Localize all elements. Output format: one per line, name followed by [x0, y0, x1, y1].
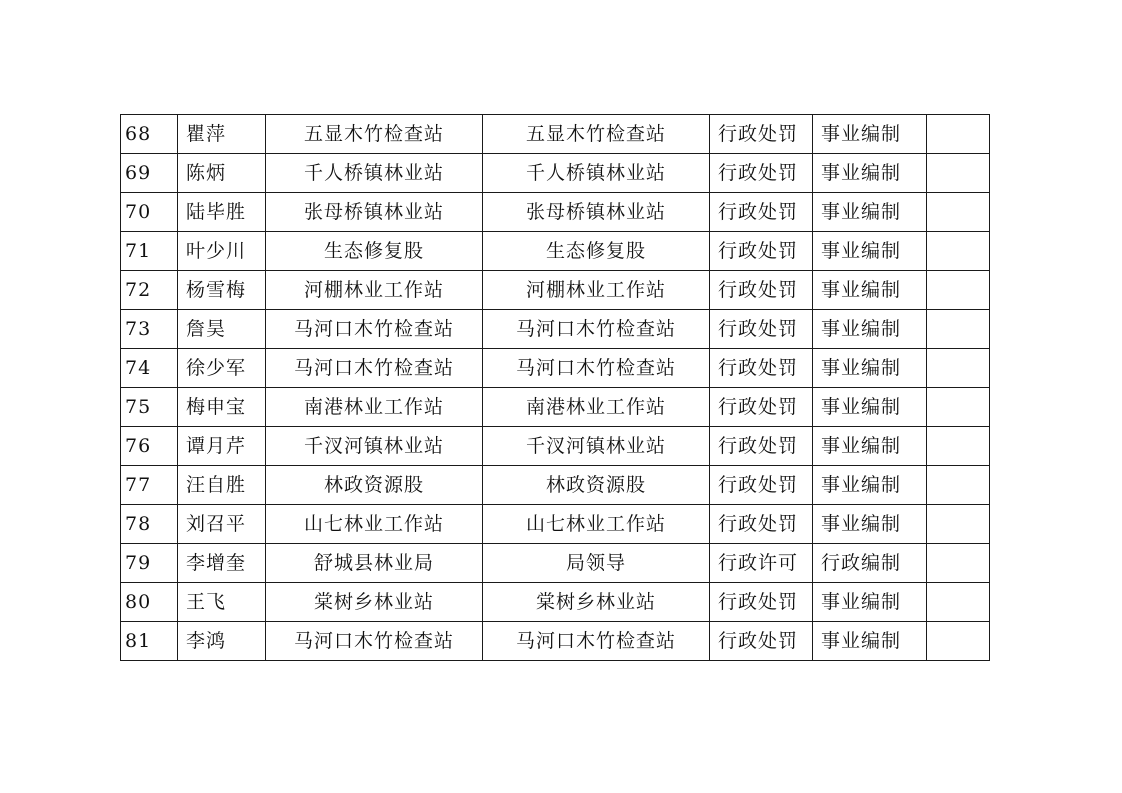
- row-number-cell: 77: [121, 466, 178, 505]
- enforcement-type-cell: 行政许可: [710, 544, 813, 583]
- remarks-cell: [927, 232, 990, 271]
- row-number-cell: 72: [121, 271, 178, 310]
- row-number-cell: 78: [121, 505, 178, 544]
- roster-body: [121, 115, 990, 661]
- table-row: [121, 427, 990, 466]
- enforcement-type-cell: 行政处罚: [710, 388, 813, 427]
- work-unit-cell: 河棚林业工作站: [266, 271, 483, 310]
- table-row: [121, 310, 990, 349]
- person-name-cell: 瞿萍: [178, 115, 266, 154]
- department-cell: 局领导: [483, 544, 710, 583]
- person-name-cell: 王飞: [178, 583, 266, 622]
- enforcement-type-cell: 行政处罚: [710, 622, 813, 661]
- person-name-cell: 汪自胜: [178, 466, 266, 505]
- work-unit-cell: 马河口木竹检查站: [266, 349, 483, 388]
- table-row: [121, 583, 990, 622]
- enforcement-type-cell: 行政处罚: [710, 193, 813, 232]
- table-row: [121, 622, 990, 661]
- department-cell: 河棚林业工作站: [483, 271, 710, 310]
- staffing-type-cell: 事业编制: [813, 622, 927, 661]
- enforcement-type-cell: 行政处罚: [710, 115, 813, 154]
- row-number-cell: 80: [121, 583, 178, 622]
- department-cell: 千人桥镇林业站: [483, 154, 710, 193]
- staffing-type-cell: 事业编制: [813, 505, 927, 544]
- table-row: [121, 505, 990, 544]
- person-name-cell: 陆毕胜: [178, 193, 266, 232]
- enforcement-type-cell: 行政处罚: [710, 505, 813, 544]
- staffing-type-cell: 事业编制: [813, 349, 927, 388]
- remarks-cell: [927, 193, 990, 232]
- person-name-cell: 叶少川: [178, 232, 266, 271]
- person-name-cell: 刘召平: [178, 505, 266, 544]
- work-unit-cell: 千汊河镇林业站: [266, 427, 483, 466]
- remarks-cell: [927, 154, 990, 193]
- table-row: [121, 115, 990, 154]
- remarks-cell: [927, 622, 990, 661]
- table-row: [121, 154, 990, 193]
- enforcement-type-cell: 行政处罚: [710, 466, 813, 505]
- staffing-type-cell: 事业编制: [813, 310, 927, 349]
- remarks-cell: [927, 505, 990, 544]
- row-number-cell: 70: [121, 193, 178, 232]
- department-cell: 生态修复股: [483, 232, 710, 271]
- table-row: [121, 193, 990, 232]
- department-cell: 林政资源股: [483, 466, 710, 505]
- enforcement-type-cell: 行政处罚: [710, 232, 813, 271]
- person-name-cell: 谭月芹: [178, 427, 266, 466]
- enforcement-type-cell: 行政处罚: [710, 154, 813, 193]
- work-unit-cell: 马河口木竹检查站: [266, 310, 483, 349]
- row-number-cell: 74: [121, 349, 178, 388]
- row-number-cell: 68: [121, 115, 178, 154]
- work-unit-cell: 南港林业工作站: [266, 388, 483, 427]
- enforcement-type-cell: 行政处罚: [710, 427, 813, 466]
- staffing-type-cell: 行政编制: [813, 544, 927, 583]
- enforcement-type-cell: 行政处罚: [710, 583, 813, 622]
- work-unit-cell: 五显木竹检查站: [266, 115, 483, 154]
- work-unit-cell: 马河口木竹检查站: [266, 622, 483, 661]
- remarks-cell: [927, 427, 990, 466]
- remarks-cell: [927, 583, 990, 622]
- staffing-type-cell: 事业编制: [813, 388, 927, 427]
- department-cell: 马河口木竹检查站: [483, 310, 710, 349]
- table-row: [121, 349, 990, 388]
- work-unit-cell: 林政资源股: [266, 466, 483, 505]
- staffing-type-cell: 事业编制: [813, 232, 927, 271]
- row-number-cell: 81: [121, 622, 178, 661]
- enforcement-type-cell: 行政处罚: [710, 271, 813, 310]
- enforcement-type-cell: 行政处罚: [710, 349, 813, 388]
- work-unit-cell: 千人桥镇林业站: [266, 154, 483, 193]
- work-unit-cell: 舒城县林业局: [266, 544, 483, 583]
- row-number-cell: 79: [121, 544, 178, 583]
- department-cell: 五显木竹检查站: [483, 115, 710, 154]
- row-number-cell: 73: [121, 310, 178, 349]
- department-cell: 千汊河镇林业站: [483, 427, 710, 466]
- staffing-type-cell: 事业编制: [813, 466, 927, 505]
- person-name-cell: 杨雪梅: [178, 271, 266, 310]
- person-name-cell: 徐少军: [178, 349, 266, 388]
- person-name-cell: 梅申宝: [178, 388, 266, 427]
- row-number-cell: 75: [121, 388, 178, 427]
- table-row: [121, 388, 990, 427]
- remarks-cell: [927, 349, 990, 388]
- table-row: [121, 271, 990, 310]
- department-cell: 马河口木竹检查站: [483, 622, 710, 661]
- table-row: [121, 466, 990, 505]
- person-name-cell: 李鸿: [178, 622, 266, 661]
- person-name-cell: 李增奎: [178, 544, 266, 583]
- staffing-type-cell: 事业编制: [813, 154, 927, 193]
- remarks-cell: [927, 466, 990, 505]
- staffing-type-cell: 事业编制: [813, 427, 927, 466]
- work-unit-cell: 山七林业工作站: [266, 505, 483, 544]
- staffing-type-cell: 事业编制: [813, 193, 927, 232]
- work-unit-cell: 棠树乡林业站: [266, 583, 483, 622]
- table-row: [121, 544, 990, 583]
- department-cell: 张母桥镇林业站: [483, 193, 710, 232]
- enforcement-type-cell: 行政处罚: [710, 310, 813, 349]
- roster-table: [120, 114, 990, 661]
- department-cell: 山七林业工作站: [483, 505, 710, 544]
- table-row: [121, 232, 990, 271]
- remarks-cell: [927, 115, 990, 154]
- department-cell: 马河口木竹检查站: [483, 349, 710, 388]
- person-name-cell: 詹昊: [178, 310, 266, 349]
- staffing-type-cell: 事业编制: [813, 583, 927, 622]
- row-number-cell: 71: [121, 232, 178, 271]
- remarks-cell: [927, 271, 990, 310]
- work-unit-cell: 生态修复股: [266, 232, 483, 271]
- row-number-cell: 76: [121, 427, 178, 466]
- remarks-cell: [927, 310, 990, 349]
- department-cell: 棠树乡林业站: [483, 583, 710, 622]
- staffing-type-cell: 事业编制: [813, 115, 927, 154]
- work-unit-cell: 张母桥镇林业站: [266, 193, 483, 232]
- person-name-cell: 陈炳: [178, 154, 266, 193]
- department-cell: 南港林业工作站: [483, 388, 710, 427]
- staffing-type-cell: 事业编制: [813, 271, 927, 310]
- row-number-cell: 69: [121, 154, 178, 193]
- remarks-cell: [927, 544, 990, 583]
- remarks-cell: [927, 388, 990, 427]
